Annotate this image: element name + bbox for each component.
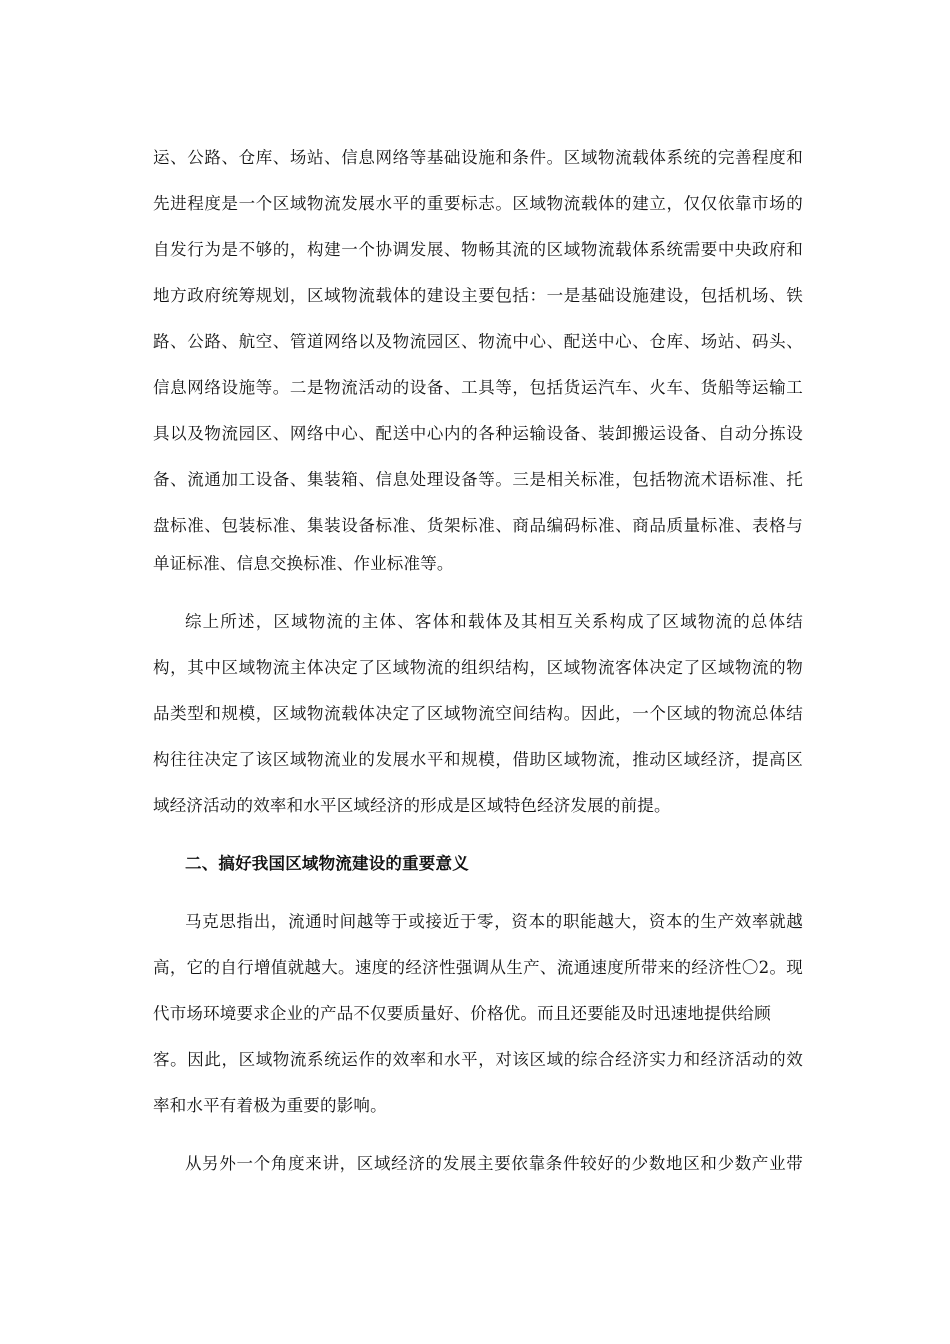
text-line: 代市场环境要求企业的产品不仅要质量好、价格优。而且还要能及时迅速地提供给顾 [153,1004,771,1023]
text-line: 马克思指出，流通时间越等于或接近于零，资本的职能越大，资本的生产效率就越 [185,912,803,931]
text-line: 品类型和规模，区域物流载体决定了区域物流空间结构。因此，一个区域的物流总体结 [153,704,803,723]
text-line: 率和水平有着极为重要的影响。 [153,1096,387,1115]
text-line: 构，其中区域物流主体决定了区域物流的组织结构，区域物流客体决定了区域物流的物 [153,658,803,677]
text-line: 构往往决定了该区域物流业的发展水平和规模，借助区域物流，推动区域经济，提高区 [153,750,803,769]
text-line: 自发行为是不够的，构建一个协调发展、物畅其流的区域物流载体系统需要中央政府和 [153,240,803,259]
text-line: 运、公路、仓库、场站、信息网络等基础设施和条件。区域物流载体系统的完善程度和 [153,148,803,167]
text-line: 信息网络设施等。二是物流活动的设备、工具等，包括货运汽车、火车、货船等运输工 [153,378,803,397]
text-line: 单证标准、信息交换标准、作业标准等。 [153,554,454,573]
text-line: 从另外一个角度来讲，区域经济的发展主要依靠条件较好的少数地区和少数产业带 [185,1154,803,1173]
text-line: 高，它的自行增值就越大。速度的经济性强调从生产、流通速度所带来的经济性〇2。现 [153,958,803,977]
text-line: 地方政府统筹规划，区域物流载体的建设主要包括：一是基础设施建设，包括机场、铁 [153,286,803,305]
text-line: 盘标准、包装标准、集装设备标准、货架标准、商品编码标准、商品质量标准、表格与 [153,516,803,535]
text-line: 客。因此，区域物流系统运作的效率和水平，对该区域的综合经济实力和经济活动的效 [153,1050,803,1069]
section-heading: 二、搞好我国区域物流建设的重要意义 [185,854,469,873]
text-line: 先进程度是一个区域物流发展水平的重要标志。区域物流载体的建立，仅仅依靠市场的 [153,194,803,213]
text-line: 具以及物流园区、网络中心、配送中心内的各种运输设备、装卸搬运设备、自动分拣设 [153,424,803,443]
text-line: 路、公路、航空、管道网络以及物流园区、物流中心、配送中心、仓库、场站、码头、 [153,332,803,351]
text-line: 综上所述，区域物流的主体、客体和载体及其相互关系构成了区域物流的总体结 [185,612,803,631]
text-line: 备、流通加工设备、集装箱、信息处理设备等。三是相关标准，包括物流术语标准、托 [153,470,803,489]
text-line: 域经济活动的效率和水平区域经济的形成是区域特色经济发展的前提。 [153,796,671,815]
